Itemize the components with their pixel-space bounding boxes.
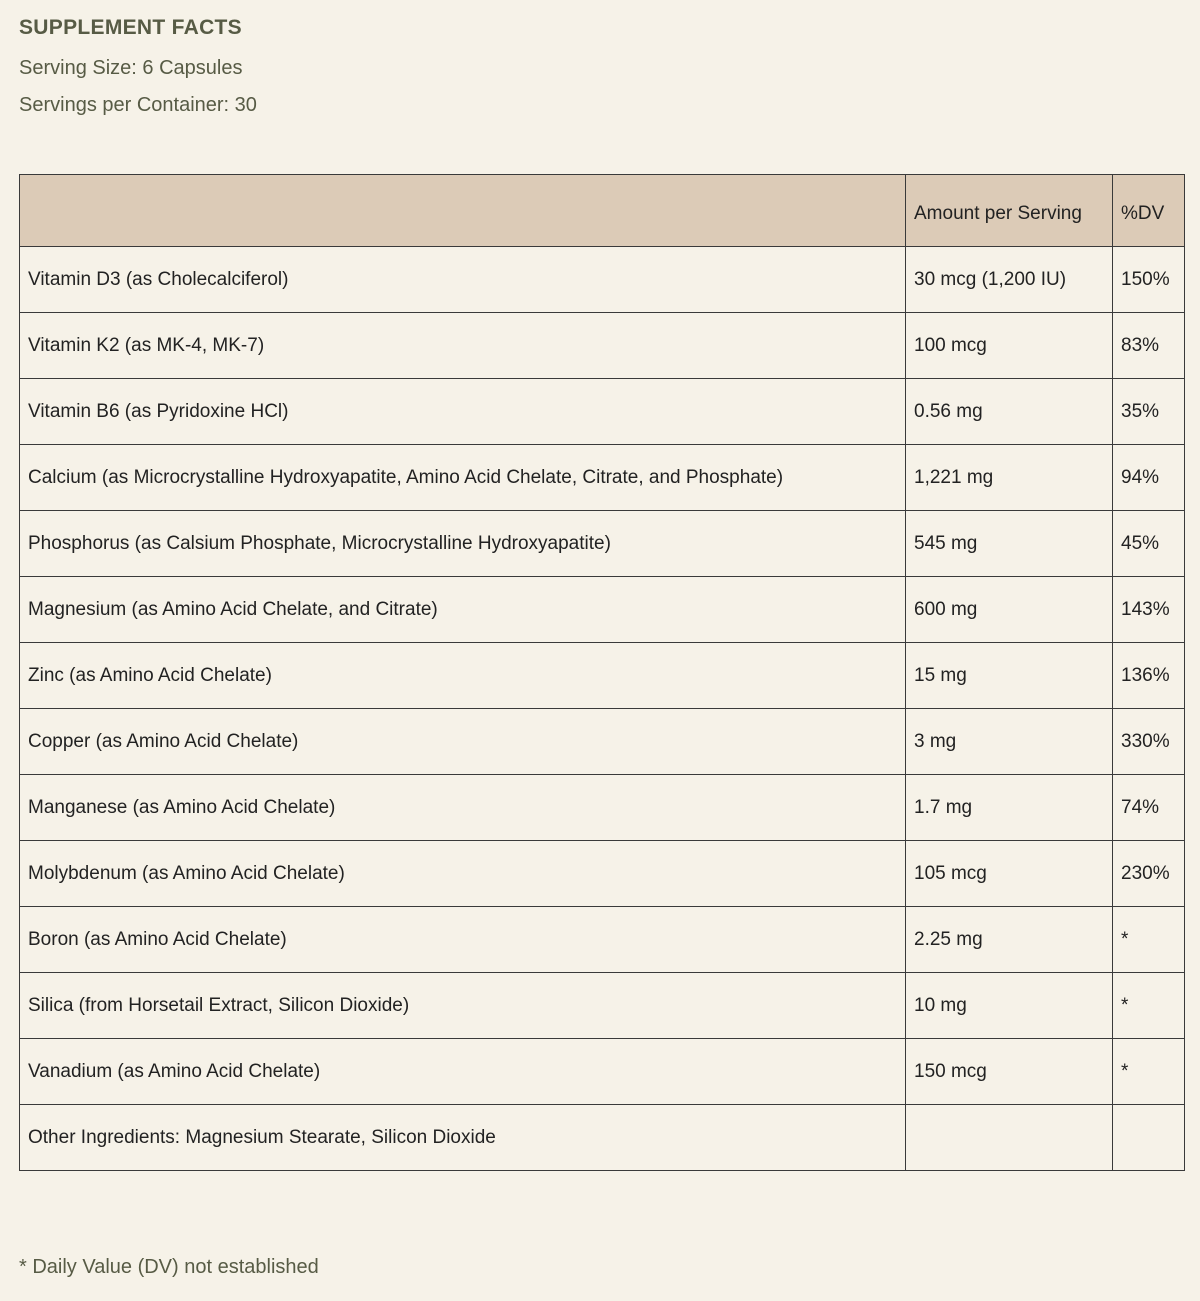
table-row	[20, 841, 1185, 907]
ingredient-name: Calcium (as Microcrystalline Hydroxyapatite, Amino Acid Chelate, Citrate, and Phosphate)	[20, 445, 906, 511]
serving-size: Serving Size: 6 Capsules	[19, 57, 243, 79]
amount-per-serving: 1,221 mg	[906, 445, 1113, 511]
daily-value-percent: *	[1113, 907, 1185, 973]
amount-per-serving	[906, 1105, 1113, 1171]
ingredient-name: Vitamin D3 (as Cholecalciferol)	[20, 247, 906, 313]
table-row	[20, 445, 1185, 511]
table-row	[20, 379, 1185, 445]
amount-per-serving: 100 mcg	[906, 313, 1113, 379]
amount-per-serving: 1.7 mg	[906, 775, 1113, 841]
ingredient-name: Manganese (as Amino Acid Chelate)	[20, 775, 906, 841]
ingredient-name: Silica (from Horsetail Extract, Silicon Dioxide)	[20, 973, 906, 1039]
ingredient-name: Vitamin K2 (as MK-4, MK-7)	[20, 313, 906, 379]
ingredient-name: Copper (as Amino Acid Chelate)	[20, 709, 906, 775]
daily-value-percent: 94%	[1113, 445, 1185, 511]
page-title: SUPPLEMENT FACTS	[19, 16, 242, 39]
table-row	[20, 709, 1185, 775]
daily-value-percent: 45%	[1113, 511, 1185, 577]
ingredient-name: Molybdenum (as Amino Acid Chelate)	[20, 841, 906, 907]
ingredient-name: Phosphorus (as Calsium Phosphate, Microcrystalline Hydroxyapatite)	[20, 511, 906, 577]
ingredient-name: Magnesium (as Amino Acid Chelate, and Citrate)	[20, 577, 906, 643]
daily-value-percent	[1113, 1105, 1185, 1171]
column-header-dv: %DV	[1113, 175, 1185, 247]
amount-per-serving: 105 mcg	[906, 841, 1113, 907]
supplement-facts-table	[19, 174, 1185, 1171]
amount-per-serving: 0.56 mg	[906, 379, 1113, 445]
footnote: * Daily Value (DV) not established	[19, 1256, 319, 1278]
daily-value-percent: 35%	[1113, 379, 1185, 445]
daily-value-percent: 83%	[1113, 313, 1185, 379]
table-row	[20, 907, 1185, 973]
table-row	[20, 577, 1185, 643]
table-row	[20, 973, 1185, 1039]
daily-value-percent: 143%	[1113, 577, 1185, 643]
amount-per-serving: 150 mcg	[906, 1039, 1113, 1105]
daily-value-percent: 230%	[1113, 841, 1185, 907]
table-row	[20, 1039, 1185, 1105]
table-row	[20, 643, 1185, 709]
column-header-amount: Amount per Serving	[906, 175, 1113, 247]
table-row	[20, 775, 1185, 841]
amount-per-serving: 600 mg	[906, 577, 1113, 643]
column-header-ingredient	[20, 175, 906, 247]
ingredient-name: Vitamin B6 (as Pyridoxine HCl)	[20, 379, 906, 445]
amount-per-serving: 545 mg	[906, 511, 1113, 577]
table-row	[20, 247, 1185, 313]
amount-per-serving: 3 mg	[906, 709, 1113, 775]
table-row	[20, 1105, 1185, 1171]
amount-per-serving: 10 mg	[906, 973, 1113, 1039]
daily-value-percent: *	[1113, 1039, 1185, 1105]
amount-per-serving: 2.25 mg	[906, 907, 1113, 973]
amount-per-serving: 15 mg	[906, 643, 1113, 709]
ingredient-name: Boron (as Amino Acid Chelate)	[20, 907, 906, 973]
table-row	[20, 511, 1185, 577]
ingredient-name: Zinc (as Amino Acid Chelate)	[20, 643, 906, 709]
daily-value-percent: *	[1113, 973, 1185, 1039]
table-row	[20, 313, 1185, 379]
table-header-row	[20, 175, 1185, 247]
daily-value-percent: 74%	[1113, 775, 1185, 841]
daily-value-percent: 330%	[1113, 709, 1185, 775]
ingredient-name: Vanadium (as Amino Acid Chelate)	[20, 1039, 906, 1105]
servings-per-container: Servings per Container: 30	[19, 94, 257, 116]
daily-value-percent: 136%	[1113, 643, 1185, 709]
table-body	[20, 247, 1185, 1171]
daily-value-percent: 150%	[1113, 247, 1185, 313]
amount-per-serving: 30 mcg (1,200 IU)	[906, 247, 1113, 313]
ingredient-name: Other Ingredients: Magnesium Stearate, Silicon Dioxide	[20, 1105, 906, 1171]
